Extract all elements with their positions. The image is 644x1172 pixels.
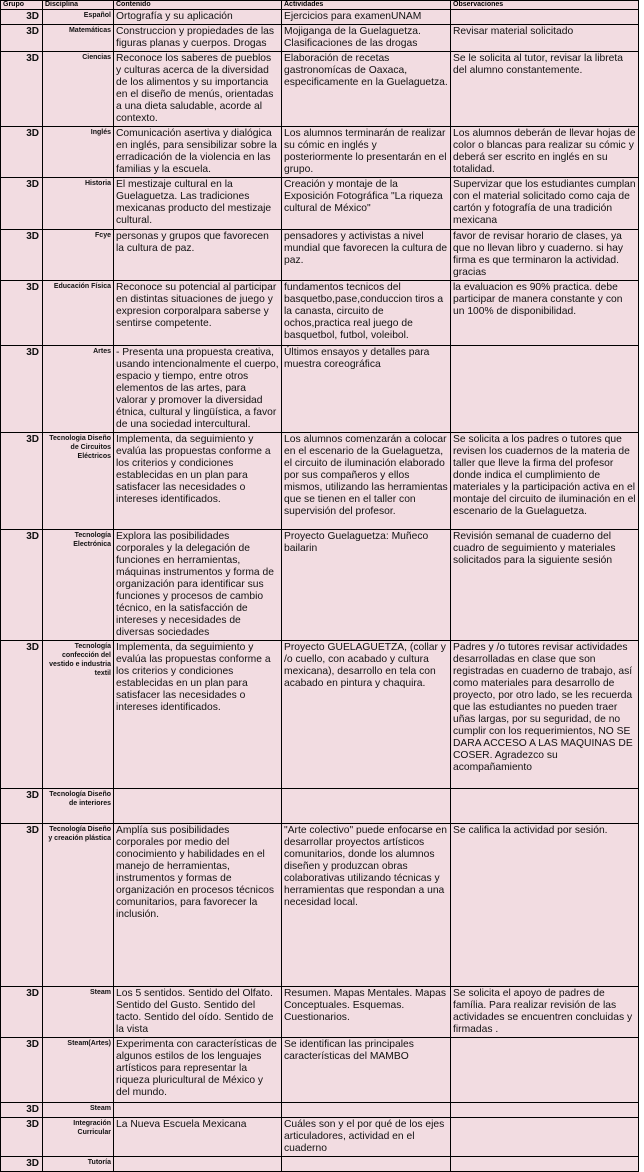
row-grupo: 3D <box>1 127 43 178</box>
row-actividades <box>282 1103 451 1118</box>
row-actividades: fundamentos tecnicos del basquetbo,pase,conduccion tiros a la canasta, circuito de ochos,practica real juego de basquetbol, futbol, voleibol. <box>282 281 451 346</box>
row-disciplina: Tecnología confección del vestido e industria textil <box>43 641 114 789</box>
row-disciplina: Español <box>43 10 114 25</box>
header-contenido: Contenido <box>114 1 282 10</box>
header-observaciones: Observaciones <box>451 1 639 10</box>
row-grupo: 3D <box>1 433 43 530</box>
row-contenido: Implementa, da seguimiento y evalúa las propuestas conforme a los criterios y condiciones establecidas en un plan para satisfacer las necesidades o intereses identificados. <box>114 433 282 530</box>
row-contenido <box>114 1157 282 1172</box>
row-actividades: Ejercicios para examenUNAM <box>282 10 451 25</box>
row-actividades: Elaboración de recetas gastronomícas de Oaxaca, especificamente en la Guelaguetza. <box>282 52 451 127</box>
row-observaciones: la evaluacion es 90% practica. debe participar de manera constante y con un 100% de disponibilidad. <box>451 281 639 346</box>
row-observaciones: Padres y /o tutores revisar actividades desarrolladas en clase que son registradas en cuaderno de trabajo, así como materiales para desarrollo de proyecto, por otro lado, se les recuerda que las estudiantes no pueden traer uñas largas, por su seguridad, de no cumplir con los requerimientos, NO SE DARA ACCESO A LAS MAQUINAS DE COSER. Agradezco su acompañamiento <box>451 641 639 789</box>
row-observaciones <box>451 1103 639 1118</box>
row-observaciones: Supervizar que los estudiantes cumplan con el material solicitado como caja de cartón y fotografía de una tradición mexicana <box>451 178 639 230</box>
row-observaciones: Se solicita el apoyo de padres de família. Para realizar revisión de las actividades se encuentren concluidas y firmadas . <box>451 987 639 1038</box>
row-grupo: 3D <box>1 1157 43 1172</box>
row-observaciones: Se le solicita al tutor, revisar la libreta del alumno constantemente. <box>451 52 639 127</box>
header-grupo: Grupo <box>1 1 43 10</box>
row-disciplina: Historia <box>43 178 114 230</box>
table-row <box>1 127 639 178</box>
row-actividades: Los alumnos comenzarán a colocar en el escenario de la Guelaguetza, el circuito de iluminación elaborado por sus compañeros y ellos mismos, utilizando las herramientas que se tienen en el taller con supervisión del profesor. <box>282 433 451 530</box>
row-disciplina: Integración Curricular <box>43 1118 114 1157</box>
row-actividades: Los alumnos terminarán de realizar su cómic en inglés y posteriormente lo presentarán en el grupo. <box>282 127 451 178</box>
row-grupo: 3D <box>1 824 43 987</box>
row-disciplina: Fcye <box>43 230 114 281</box>
row-observaciones <box>451 1118 639 1157</box>
row-contenido: personas y grupos que favorecen la cultura de paz. <box>114 230 282 281</box>
row-disciplina: Tecnología Diseño de interiores <box>43 789 114 824</box>
table-row <box>1 530 639 641</box>
row-observaciones: Los alumnos deberán de llevar hojas de color o blancas para realizar su cómic y deberá ser escrito en inglés en su totalidad. <box>451 127 639 178</box>
row-contenido: Construccion y propiedades de las figuras planas y cuerpos. Drogas <box>114 25 282 52</box>
row-actividades <box>282 789 451 824</box>
row-disciplina: Inglés <box>43 127 114 178</box>
row-observaciones <box>451 10 639 25</box>
row-contenido: Implementa, da seguimiento y evalúa las propuestas conforme a los criterios y condiciones establecidas en un plan para satisfacer las necesidades o intereses identificados. <box>114 641 282 789</box>
row-grupo: 3D <box>1 789 43 824</box>
row-contenido: Reconoce su potencial al participar en distintas situaciones de juego y expresion corporalpara saberse y sentirse competente. <box>114 281 282 346</box>
row-actividades: Cuáles son y el por qué de los ejes articuladores, actividad en el cuaderno <box>282 1118 451 1157</box>
table-row <box>1 178 639 230</box>
table-row <box>1 25 639 52</box>
table-row <box>1 346 639 433</box>
row-actividades: Resumen. Mapas Mentales. Mapas Conceptuales. Esquemas. Cuestionarios. <box>282 987 451 1038</box>
row-contenido <box>114 789 282 824</box>
table-row <box>1 230 639 281</box>
header-row <box>1 1 639 10</box>
table-row <box>1 10 639 25</box>
table-row <box>1 281 639 346</box>
row-actividades: Mojiganga de la Guelaguetza. Clasificaciones de las drogas <box>282 25 451 52</box>
row-grupo: 3D <box>1 1038 43 1103</box>
row-disciplina: Steam(Artes) <box>43 1038 114 1103</box>
row-grupo: 3D <box>1 530 43 641</box>
row-observaciones: Revisión semanal de cuaderno del cuadro de seguimiento y materiales solicitados para la siguiente sesión <box>451 530 639 641</box>
table-row <box>1 1038 639 1103</box>
row-actividades: Últimos ensayos y detalles para muestra coreográfica <box>282 346 451 433</box>
row-contenido: La Nueva Escuela Mexicana <box>114 1118 282 1157</box>
header-disciplina: Disciplina <box>43 1 114 10</box>
table-row <box>1 987 639 1038</box>
row-contenido: Los 5 sentidos. Sentido del Olfato. Sentido del Gusto. Sentido del tacto. Sentido del oído. Sentido de la vista <box>114 987 282 1038</box>
row-actividades: Proyecto Guelaguetza: Muñeco bailarin <box>282 530 451 641</box>
row-disciplina: Tecnología Diseño y creación plástica <box>43 824 114 987</box>
row-disciplina: Matemáticas <box>43 25 114 52</box>
row-disciplina: Educación Física <box>43 281 114 346</box>
row-grupo: 3D <box>1 641 43 789</box>
row-contenido: - Presenta una propuesta creativa, usando intencionalmente el cuerpo, espacio y tiempo, entre otros elementos de las artes, para valorar y promover la diversidad étnica, cultural y lingüística, a favor de una sociedad intercultural. <box>114 346 282 433</box>
table-row <box>1 641 639 789</box>
row-disciplina: Tecnología Electrónica <box>43 530 114 641</box>
table-row <box>1 1103 639 1118</box>
row-contenido: Explora las posibilidades corporales y la delegación de funciones en herramientas, máquinas instrumentos y forma de organización para identificar sus funciones y procesos de cambio técnico, en la satisfacción de intereses y necesidades de diversas sociedades <box>114 530 282 641</box>
row-actividades <box>282 1157 451 1172</box>
row-grupo: 3D <box>1 281 43 346</box>
row-contenido: Experimenta con características de algunos estilos de los lenguajes artísticos para representar la riqueza pluricultural de México y del mundo. <box>114 1038 282 1103</box>
table-row <box>1 824 639 987</box>
row-disciplina: Tutoría <box>43 1157 114 1172</box>
row-contenido: El mestizaje cultural en la Guelaguetza. Las tradiciones mexicanas producto del mestizaje cultural. <box>114 178 282 230</box>
row-observaciones <box>451 346 639 433</box>
row-disciplina: Artes <box>43 346 114 433</box>
row-contenido: Reconoce los saberes de pueblos y culturas acerca de la diversidad de los alimentos y su importancia en el diseño de menús, orientadas a una dieta saludable, acorde al contexto. <box>114 52 282 127</box>
row-actividades: Se identifican las principales características del MAMBO <box>282 1038 451 1103</box>
row-grupo: 3D <box>1 1103 43 1118</box>
row-grupo: 3D <box>1 25 43 52</box>
row-actividades: Proyecto GUELAGUETZA, (collar y /o cuello, con acabado y cultura mexicana), desarrollo en tela con acabado en pintura y chaquira. <box>282 641 451 789</box>
table-row <box>1 52 639 127</box>
row-disciplina: Ciencias <box>43 52 114 127</box>
row-contenido: Ortografía y su aplicación <box>114 10 282 25</box>
row-grupo: 3D <box>1 1118 43 1157</box>
row-observaciones: Se solicita a los padres o tutores que revisen los cuadernos de la materia de taller que lleve la firma del profesor donde indica el cumplimiento de materiales y la participación activa en el montaje del circuito de iluminación en el escenario de la Guelaguetza. <box>451 433 639 530</box>
row-observaciones: Revisar material solicitado <box>451 25 639 52</box>
row-disciplina: Steam <box>43 987 114 1038</box>
row-observaciones <box>451 1157 639 1172</box>
row-observaciones <box>451 1038 639 1103</box>
header-actividades: Actividades <box>282 1 451 10</box>
row-disciplina: Tecnologia Diseño de Circuitos Eléctricos <box>43 433 114 530</box>
table-row <box>1 1118 639 1157</box>
row-disciplina: Steam <box>43 1103 114 1118</box>
row-observaciones <box>451 789 639 824</box>
row-grupo: 3D <box>1 987 43 1038</box>
table-row <box>1 789 639 824</box>
row-actividades: "Arte colectivo" puede enfocarse en desarrollar proyectos artísticos comunitarios, donde los alumnos diseñen y produzcan obras colaborativas utilizando técnicas y herramientas que respondan a una necesidad local. <box>282 824 451 987</box>
table-row <box>1 1157 639 1172</box>
row-grupo: 3D <box>1 10 43 25</box>
row-contenido: Comunicación asertiva y dialógica en inglés, para sensibilizar sobre la erradicación de la violencia en las familias y la escuela. <box>114 127 282 178</box>
row-grupo: 3D <box>1 346 43 433</box>
row-grupo: 3D <box>1 52 43 127</box>
row-actividades: pensadores y activistas a nivel mundial que favorecen la cultura de paz. <box>282 230 451 281</box>
row-actividades: Creación y montaje de la Exposición Fotográfica "La riqueza cultural de México" <box>282 178 451 230</box>
row-grupo: 3D <box>1 230 43 281</box>
row-observaciones: favor de revisar horario de clases, ya que no llevan libro y cuaderno. si hay firma es que terminaron la actividad. gracias <box>451 230 639 281</box>
row-grupo: 3D <box>1 178 43 230</box>
row-contenido <box>114 1103 282 1118</box>
row-observaciones: Se califica la actividad por sesión. <box>451 824 639 987</box>
table-row <box>1 433 639 530</box>
row-contenido: Amplía sus posibilidades corporales por medio del conocimiento y habilidades en el manejo de herramientas, instrumentos y formas de organización en procesos técnicos comunitarios, para favorecer la inclusión. <box>114 824 282 987</box>
